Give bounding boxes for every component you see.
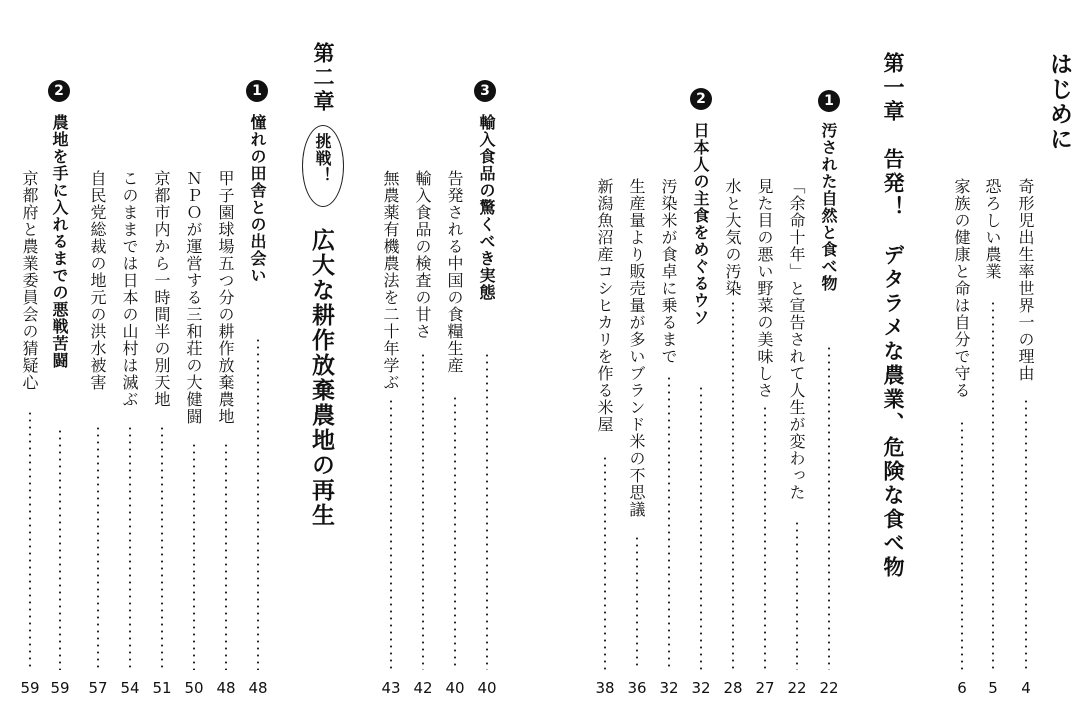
entry-text: このままでは日本の山村は滅ぶ <box>120 170 139 408</box>
leader-dots <box>390 398 392 670</box>
chapter-label: 第二章 <box>311 42 335 114</box>
leader-dots <box>257 337 259 670</box>
page-number: 32 <box>659 679 679 697</box>
page-number: 36 <box>627 679 647 697</box>
page-number: 59 <box>50 679 70 697</box>
page-number: 42 <box>413 679 433 697</box>
leader-dots <box>29 410 31 670</box>
leader-dots <box>454 395 456 670</box>
section-title: 輸入食品の驚くべき実態 <box>477 114 496 301</box>
page-number: 51 <box>152 679 172 697</box>
leader-dots <box>732 300 734 670</box>
entry-text: 京都府と農業委員会の猜疑心 <box>20 170 39 391</box>
entry-text: 水と大気の汚染 <box>723 178 742 297</box>
page-number: 59 <box>20 679 40 697</box>
section-number-badge: 2 <box>690 88 712 110</box>
entry-text: ＮＰＯが運営する三和荘の大健闘 <box>184 170 203 425</box>
page-number: 28 <box>723 679 743 697</box>
leader-dots <box>764 405 766 670</box>
section-title: 憧れの田舎との出会い <box>248 114 267 284</box>
leader-dots <box>129 425 131 670</box>
leader-dots <box>161 425 163 670</box>
leader-dots <box>604 455 606 670</box>
entry-text: 京都市内から一時間半の別天地 <box>152 170 171 408</box>
leader-dots <box>59 428 61 670</box>
page-number: 48 <box>248 679 268 697</box>
page-number: 40 <box>445 679 465 697</box>
entry-text: 無農薬有機農法を二十年学ぶ <box>381 170 400 391</box>
entry-text: 自民党総裁の地元の洪水被害 <box>88 170 107 391</box>
leader-dots <box>636 535 638 670</box>
page-number: 22 <box>787 679 807 697</box>
page-number: 50 <box>184 679 204 697</box>
oval-label: 挑戦！ <box>313 133 332 184</box>
section-number-badge: 2 <box>48 80 70 102</box>
section-title: 日本人の主食をめぐるウソ <box>691 122 710 326</box>
page-number: 27 <box>755 679 775 697</box>
entry-text: 汚染米が食卓に乗るまで <box>659 178 678 365</box>
entry-text: 新潟魚沼産コシヒカリを作る米屋 <box>595 178 614 433</box>
page-number: 32 <box>691 679 711 697</box>
leader-dots <box>1025 398 1027 670</box>
page-number: 6 <box>957 679 967 697</box>
leader-dots <box>700 385 702 670</box>
page-number: 40 <box>477 679 497 697</box>
entry-text: 「余命十年」と宣告されて人生が変わった <box>787 178 806 501</box>
entry-text: 奇形児出生率世界一の理由 <box>1016 178 1035 382</box>
page-number: 5 <box>988 679 998 697</box>
page-title: はじめに <box>1046 52 1072 152</box>
entry-text: 告発される中国の食糧生産 <box>445 170 464 374</box>
leader-dots <box>828 345 830 670</box>
section-number-badge: 3 <box>474 80 496 102</box>
leader-dots <box>422 352 424 670</box>
section-title: 農地を手に入れるまでの悪戦苦闘 <box>50 114 69 369</box>
entry-text: 家族の健康と命は自分で守る <box>952 178 971 399</box>
leader-dots <box>225 442 227 670</box>
entry-text: 生産量より販売量が多いブランド米の不思議 <box>627 178 646 518</box>
section-number-badge: 1 <box>246 80 268 102</box>
page-number: 48 <box>216 679 236 697</box>
leader-dots <box>97 425 99 670</box>
entry-text: 輸入食品の検査の甘さ <box>413 170 432 340</box>
leader-dots <box>992 300 994 670</box>
page-number: 43 <box>381 679 401 697</box>
leader-dots <box>668 375 670 670</box>
entry-text: 恐ろしい農業 <box>983 178 1002 280</box>
leader-dots <box>193 442 195 670</box>
section-title: 汚された自然と食べ物 <box>819 122 838 292</box>
chapter-heading: 広大な耕作放棄農地の再生 <box>308 228 334 528</box>
section-number-badge: 1 <box>818 90 840 112</box>
leader-dots <box>796 520 798 670</box>
leader-dots <box>961 420 963 670</box>
entry-text: 見た目の悪い野菜の美味しさ <box>755 178 774 399</box>
entry-text: 甲子園球場五つ分の耕作放棄農地 <box>216 170 235 425</box>
page-number: 4 <box>1021 679 1031 697</box>
page-number: 38 <box>595 679 615 697</box>
page-number: 22 <box>819 679 839 697</box>
page-number: 57 <box>88 679 108 697</box>
page-number: 54 <box>120 679 140 697</box>
chapter-heading: 第一章 告発！ デタラメな農業、危険な食べ物 <box>881 52 905 580</box>
leader-dots <box>486 352 488 670</box>
